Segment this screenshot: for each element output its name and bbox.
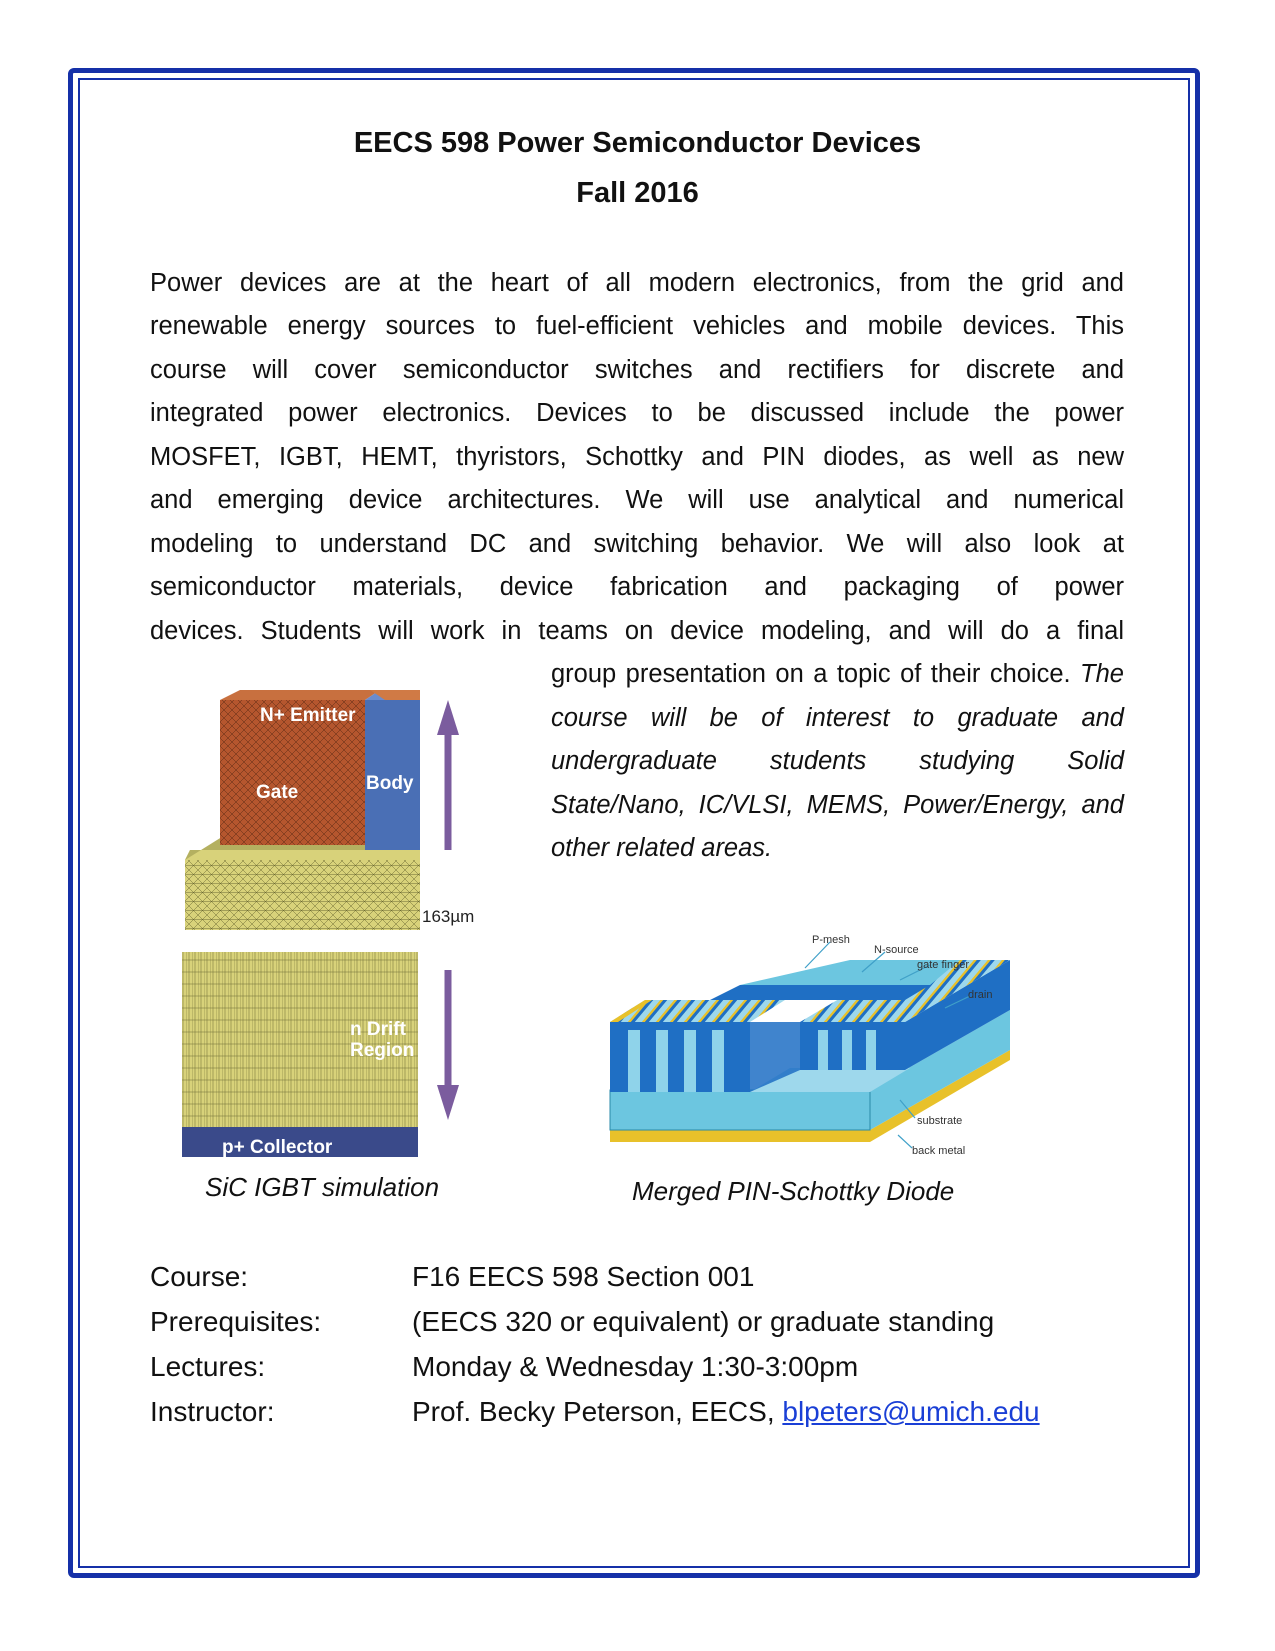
igbt-drift-label-2: Region (350, 1040, 415, 1061)
diode-substrate-label: substrate (917, 1115, 963, 1127)
igbt-emitter-label: N+ Emitter (260, 705, 356, 726)
description-line: Power devices are at the heart of all modern electronics, from the grid and (150, 269, 1124, 297)
diode-figure (600, 930, 1020, 1180)
instructor-name: Prof. Becky Peterson, EECS, (412, 1396, 783, 1427)
description-plain: group presentation on a topic of their choice. (551, 660, 1081, 688)
lectures-label: Lectures: (150, 1351, 266, 1382)
description-line: renewable energy sources to fuel-efficient vehicles and mobile devices. This (150, 312, 1124, 340)
description-wrap (551, 653, 1124, 871)
description-line: modeling to understand DC and switching behavior. We will also look at (150, 530, 1124, 558)
igbt-caption: SiC IGBT simulation (205, 1172, 440, 1202)
description-line: and emerging device architectures. We will use analytical and numerical (150, 486, 1124, 514)
igbt-drift-label-1: n Drift (350, 1019, 406, 1040)
lectures-value: Monday & Wednesday 1:30-3:00pm (412, 1351, 859, 1382)
igbt-body-label: Body (366, 773, 414, 794)
course-value: F16 EECS 598 Section 001 (412, 1261, 755, 1292)
description-line: devices. Students will work in teams on device modeling, and will do a final (150, 617, 1124, 645)
diode-back-metal-label: back metal (912, 1145, 966, 1157)
prerequisites-value: (EECS 320 or equivalent) or graduate standing (412, 1306, 995, 1337)
description-line: course will cover semiconductor switches and rectifiers for discrete and (150, 356, 1124, 384)
down-arrow-icon (437, 970, 459, 1120)
diode-caption: Merged PIN-Schottky Diode (632, 1176, 955, 1206)
diode-nsource-label: N-source (874, 944, 919, 956)
description-line: MOSFET, IGBT, HEMT, thyristors, Schottky and PIN diodes, as well as new (150, 443, 1124, 471)
description-italic: The course will be of interest to graduate and undergraduate students studying Solid State/Nano, IC/VLSI, MEMS, Power/Energy, and other related areas. (551, 660, 1124, 863)
igbt-dimension-label: 163µm (422, 907, 475, 926)
igbt-gate-label: Gate (256, 782, 299, 803)
prerequisites-label: Prerequisites: (150, 1306, 322, 1337)
diode-pmesh-label: P-mesh (812, 934, 850, 946)
instructor-value (412, 1389, 1040, 1435)
semester-title: Fall 2016 (576, 177, 699, 209)
instructor-label: Instructor: (150, 1396, 275, 1427)
igbt-figure (180, 690, 510, 1200)
diode-drain-label: drain (968, 989, 993, 1001)
description-line: integrated power electronics. Devices to be discussed include the power (150, 399, 1124, 427)
instructor-email-link[interactable]: blpeters@umich.edu (782, 1396, 1040, 1427)
igbt-upper-block (185, 690, 420, 930)
description-line: semiconductor materials, device fabrication and packaging of power (150, 573, 1124, 601)
course-label: Course: (150, 1261, 249, 1292)
igbt-collector-label: p+ Collector (222, 1137, 333, 1158)
diode-gate-finger-label: gate finger (917, 959, 969, 971)
course-title: EECS 598 Power Semiconductor Devices (353, 127, 922, 159)
up-arrow-icon (437, 700, 459, 850)
